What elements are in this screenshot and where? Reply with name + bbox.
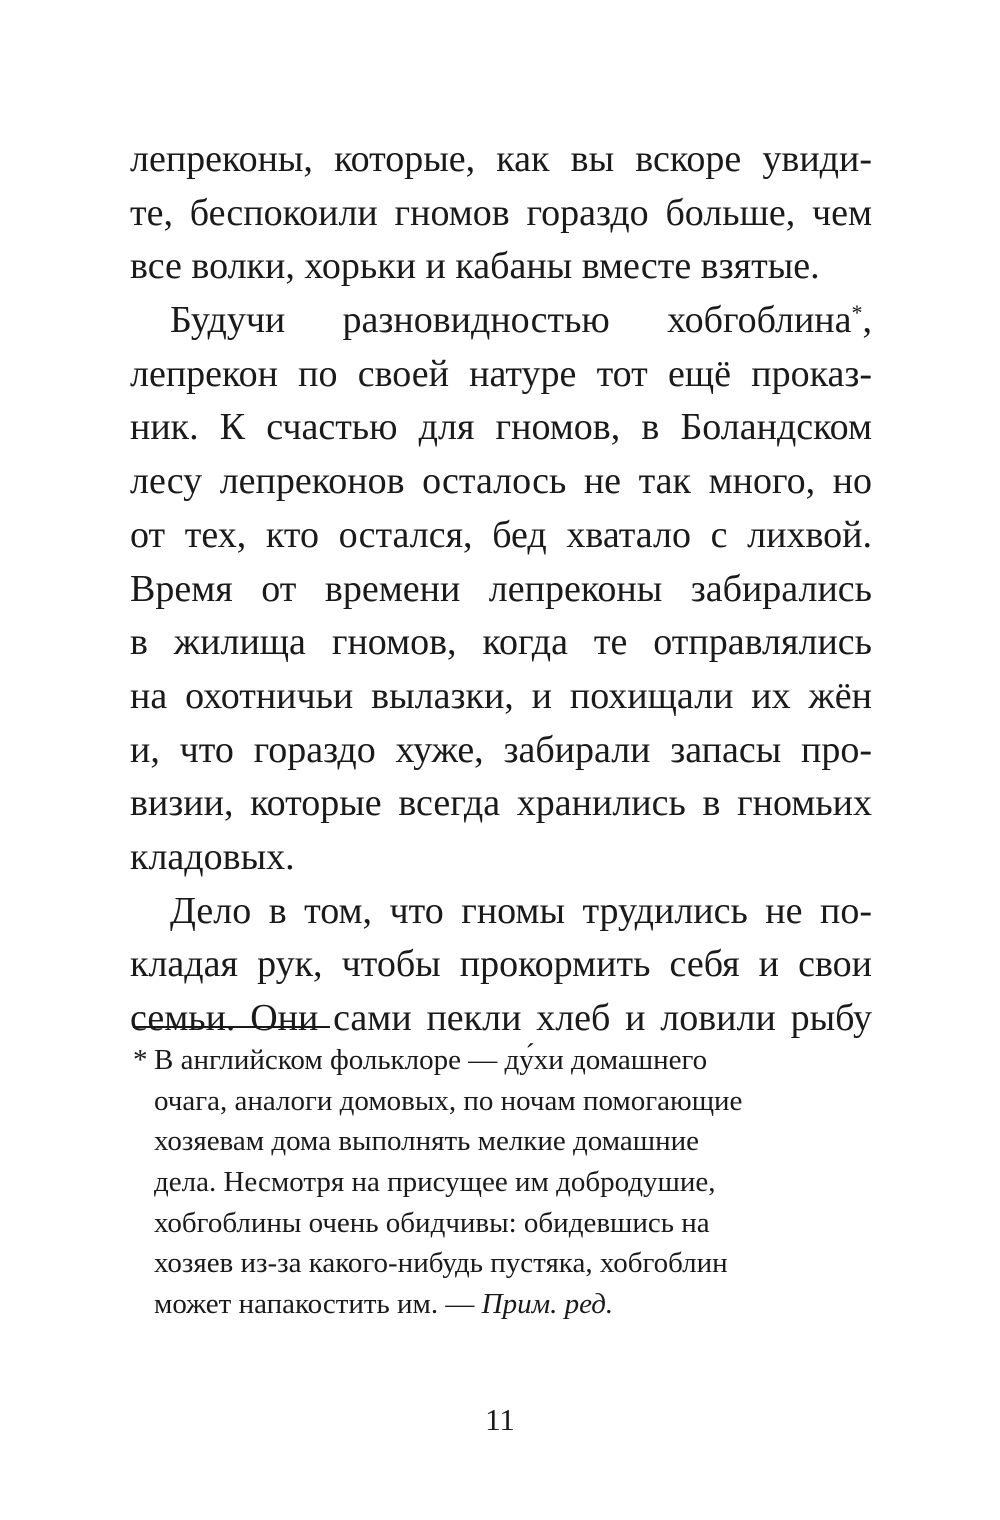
- footnote-line: хозяевам дома выполнять мелкие домашние: [154, 1125, 700, 1158]
- footnote-ref: *: [851, 300, 863, 326]
- footnote-line: очага, аналоги домовых, по ночам помогающие: [154, 1084, 743, 1117]
- footnote-line: дела. Несмотря на присущее им добродушие,: [154, 1166, 716, 1199]
- text-line: все волки, хорьки и кабаны вместе взятые.: [130, 245, 820, 288]
- text-line: ник. К счастью для гномов, в Боландском: [130, 406, 872, 449]
- text-line: кладовых.: [130, 835, 295, 878]
- text-line: в жилища гномов, когда те отправлялись: [130, 621, 872, 664]
- text-line: Дело в том, что гномы трудились не по-: [170, 889, 872, 932]
- text-line: семьи. Они сами пекли хлеб и ловили рыбу: [130, 997, 872, 1039]
- text-line: кладая рук, чтобы прокормить себя и свои: [130, 943, 872, 986]
- text-line: на охотничьи вылазки, и похищали их жён: [130, 674, 872, 717]
- text-line: Время от времени лепреконы забирались: [130, 567, 872, 610]
- text-fragment: Будучи разновидностью хобгоблина: [170, 299, 852, 342]
- footnote-line: [133, 1040, 853, 1081]
- text-line: те, беспокоили гномов гораздо больше, чем: [130, 191, 872, 234]
- editor-note: Прим. ред.: [481, 1288, 614, 1321]
- footnote-line: хозяев из-за какого-нибудь пустяка, хобгоблин: [154, 1247, 728, 1280]
- footnote-text: может напакостить им. —: [154, 1288, 482, 1321]
- text-line: [130, 294, 872, 348]
- footnote-marker: *: [133, 1044, 148, 1076]
- footnote-line: [133, 1284, 853, 1325]
- text-line: лепрекон по своей натуре тот ещё проказ-: [130, 352, 872, 395]
- text-line: визии, которые всегда хранились в гномьих: [130, 782, 872, 825]
- footnote-text: В английском фольклоре — ду́хи домашнего: [154, 1044, 708, 1076]
- footnote-divider: [133, 1026, 330, 1028]
- text-fragment: ,: [862, 299, 872, 342]
- footnote-line: хобгоблины очень обидчивы: обидевшись на: [154, 1206, 710, 1239]
- text-line: от тех, кто остался, бед хватало с лихвой.: [130, 513, 872, 556]
- page-number: 11: [485, 1402, 515, 1437]
- text-line: и, что гораздо хуже, забирали запасы про-: [130, 728, 872, 771]
- text-line: лесу лепреконов осталось не так много, но: [130, 460, 872, 503]
- footnote: [133, 1040, 853, 1325]
- text-line: лепреконы, которые, как вы вскоре увиди-: [130, 138, 872, 180]
- main-text: [130, 133, 872, 1046]
